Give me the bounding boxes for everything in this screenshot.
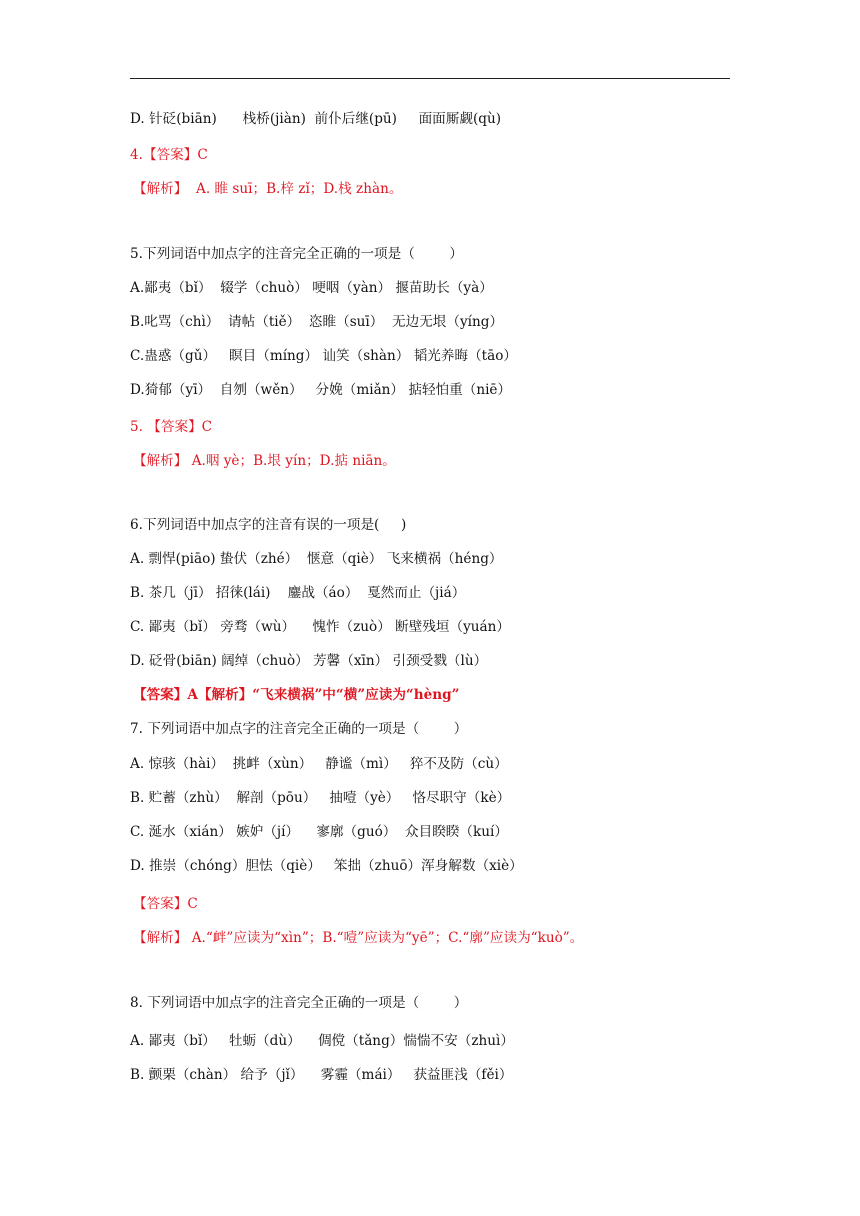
doc-line-q5c: C.蛊惑（gǔ） 瞑目（míng） 讪笑（shàn） 韬光养晦（tāo）	[130, 348, 518, 364]
doc-line-q6b: B. 茶几（jī） 招徕(lái) 鏖战（áo） 戛然而止（jiá）	[130, 585, 466, 601]
doc-line-q5d: D.猗郁（yī） 自刎（wěn） 分娩（miǎn） 掂轻怕重（niē）	[130, 382, 512, 398]
doc-line-q7c: C. 涎水（xián） 嫉妒（jí） 寥廓（guó） 众目睽睽（kuí）	[130, 824, 508, 840]
doc-line-q3d: D. 针砭(biān) 栈桥(jiàn) 前仆后继(pū) 面面厮觑(qù)	[130, 111, 502, 127]
doc-line-e4: 【解析】 A. 睢 suī；B.梓 zǐ；D.栈 zhàn。	[133, 181, 403, 197]
doc-line-q7: 7. 下列词语中加点字的注音完全正确的一项是（ ）	[130, 721, 468, 737]
doc-line-q5b: B.叱骂（chì） 请帖（tiě） 恣睢（suī） 无边无垠（yíng）	[130, 314, 504, 330]
doc-line-q8b: B. 颤栗（chàn） 给予（jǐ） 雾霾（mái） 获益匪浅（fěi）	[130, 1067, 513, 1083]
doc-line-e5: 【解析】 A.咽 yè；B.垠 yín；D.掂 niān。	[133, 453, 396, 469]
doc-line-a4: 4.【答案】C	[130, 147, 208, 163]
doc-line-q5a: A.鄙夷（bǐ） 辍学（chuò） 哽咽（yàn） 揠苗助长（yà）	[130, 280, 493, 296]
doc-line-q7d: D. 推崇（chóng）胆怯（qiè） 笨拙（zhuō）浑身解数（xiè）	[130, 858, 523, 874]
doc-line-q6a: A. 剽悍(piāo) 蛰伏（zhé） 惬意（qiè） 飞来横祸（héng）	[130, 551, 503, 567]
doc-line-q7a: A. 惊骇（hài） 挑衅（xùn） 静谧（mì） 猝不及防（cù）	[130, 756, 508, 772]
doc-line-q6d: D. 砭骨(biān) 阔绰（chuò） 芳馨（xīn） 引颈受戮（lù）	[130, 653, 488, 669]
doc-line-q8: 8. 下列词语中加点字的注音完全正确的一项是（ ）	[130, 995, 468, 1011]
doc-line-q6c: C. 鄙夷（bǐ） 旁骛（wù） 愧怍（zuò） 断壁残垣（yuán）	[130, 619, 511, 635]
doc-line-e7: 【解析】 A.“衅”应读为“xìn”；B.“噎”应读为“yē”；C.“廓”应读为“kuò”。	[133, 930, 584, 946]
doc-line-q6: 6.下列词语中加点字的注音有误的一项是( )	[130, 517, 407, 533]
doc-line-q5: 5.下列词语中加点字的注音完全正确的一项是（ ）	[130, 246, 464, 262]
doc-line-q7b: B. 贮蓄（zhù） 解剖（pōu） 抽噎（yè） 恪尽职守（kè）	[130, 790, 511, 806]
doc-line-a6: 【答案】A【解析】“飞来横祸”中“横”应读为“hèng”	[133, 687, 460, 703]
doc-line-q8a: A. 鄙夷（bǐ） 牡蛎（dù） 倜傥（tǎng）惴惴不安（zhuì）	[130, 1033, 514, 1049]
header-rule	[130, 78, 730, 79]
doc-line-a5: 5. 【答案】C	[130, 419, 213, 435]
doc-line-a7: 【答案】C	[133, 896, 198, 912]
